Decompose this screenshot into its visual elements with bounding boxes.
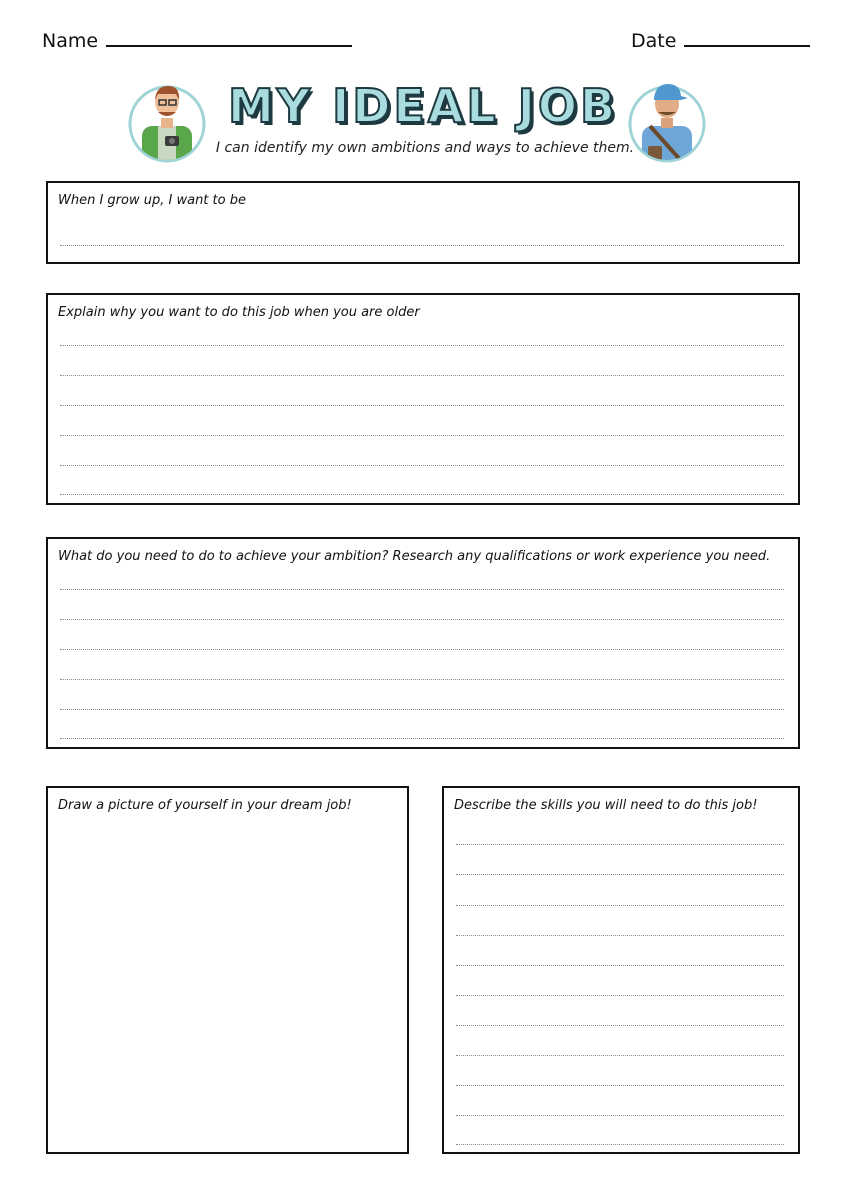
name-field[interactable]: [42, 30, 352, 52]
writing-line[interactable]: [60, 245, 784, 246]
achieve-box[interactable]: [46, 537, 800, 749]
writing-line[interactable]: [456, 1144, 784, 1145]
box-shadow: [54, 301, 806, 511]
explain-prompt: Explain why you want to do this job when you are older: [58, 305, 420, 320]
skills-box[interactable]: [442, 786, 800, 1154]
writing-line[interactable]: [456, 1025, 784, 1026]
date-field[interactable]: [631, 30, 810, 52]
date-label: Date: [631, 30, 677, 52]
writing-line[interactable]: [60, 679, 784, 680]
box-shadow: [54, 794, 415, 1160]
writing-line[interactable]: [60, 619, 784, 620]
writing-line[interactable]: [60, 709, 784, 710]
writing-line[interactable]: [60, 494, 784, 495]
writing-line[interactable]: [456, 905, 784, 906]
date-blank-line[interactable]: [684, 33, 810, 47]
page-title: MY IDEAL JOB: [227, 79, 619, 133]
name-label: Name: [42, 30, 99, 52]
writing-line[interactable]: [60, 405, 784, 406]
draw-box[interactable]: [46, 786, 409, 1154]
name-blank-line[interactable]: [106, 33, 352, 47]
page-subtitle: I can identify my own ambitions and ways to achieve them.: [215, 140, 635, 156]
writing-line[interactable]: [456, 965, 784, 966]
grow-up-box[interactable]: [46, 181, 800, 264]
box-shadow: [54, 545, 806, 755]
grow-up-prompt: When I grow up, I want to be: [58, 193, 246, 208]
writing-line[interactable]: [456, 1055, 784, 1056]
skills-prompt: Describe the skills you will need to do this job!: [454, 798, 758, 813]
writing-line[interactable]: [60, 345, 784, 346]
achieve-prompt: What do you need to do to achieve your ambition? Research any qualifications or work experience you need.: [58, 549, 771, 564]
writing-line[interactable]: [60, 589, 784, 590]
writing-line[interactable]: [456, 1115, 784, 1116]
writing-line[interactable]: [456, 844, 784, 845]
writing-line[interactable]: [60, 738, 784, 739]
writing-line[interactable]: [60, 435, 784, 436]
writing-line[interactable]: [456, 935, 784, 936]
photographer-avatar-icon: [128, 80, 206, 164]
draw-prompt: Draw a picture of yourself in your dream job!: [58, 798, 352, 813]
writing-line[interactable]: [456, 874, 784, 875]
writing-line[interactable]: [60, 465, 784, 466]
explain-box[interactable]: [46, 293, 800, 505]
writing-line[interactable]: [456, 1085, 784, 1086]
writing-line[interactable]: [60, 375, 784, 376]
writing-line[interactable]: [456, 995, 784, 996]
backpacker-avatar-icon: [628, 80, 706, 164]
writing-line[interactable]: [60, 649, 784, 650]
box-shadow: [450, 794, 806, 1160]
